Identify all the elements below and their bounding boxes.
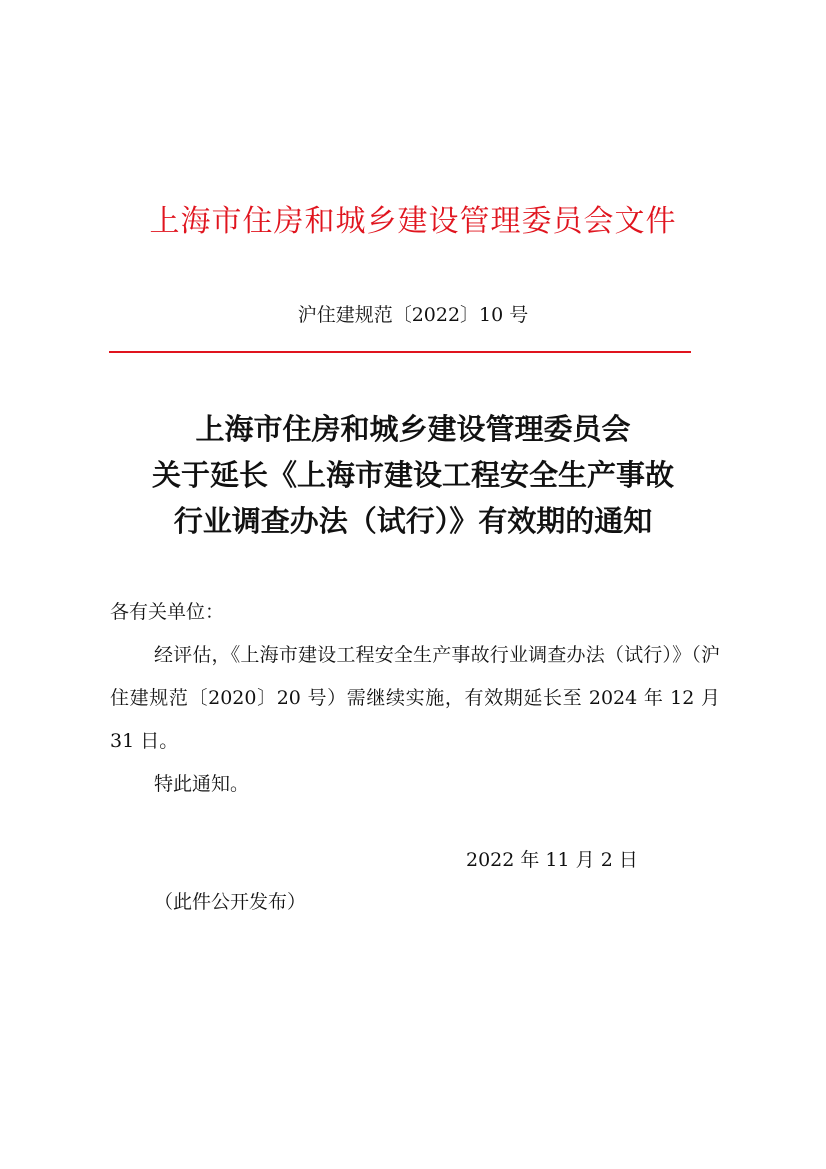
publish-note: （此件公开发布） <box>154 891 307 913</box>
header-divider <box>109 351 691 353</box>
document-body <box>110 591 720 806</box>
document-number: 沪住建规范〔2022〕10 号 <box>297 304 529 326</box>
title-line: 行业调查办法（试行）》有效期的通知 <box>173 504 653 538</box>
title-line: 关于延长《上海市建设工程安全生产事故 <box>151 458 674 492</box>
issue-date: 2022 年 11 月 2 日 <box>466 849 638 871</box>
agency-header: 上海市住房和城乡建设管理委员会文件 <box>149 204 677 239</box>
salutation: 各有关单位： <box>110 601 225 623</box>
closing-line: 特此通知。 <box>154 773 250 795</box>
body-paragraph: 经评估，《上海市建设工程安全生产事故行业调查办法（试行）》（沪住建规范〔2020〕20 号）需继续实施，有效期延长至 2024 年 12 月 31 日。 <box>110 644 720 752</box>
document-title <box>0 406 826 544</box>
title-line: 上海市住房和城乡建设管理委员会 <box>195 412 631 446</box>
